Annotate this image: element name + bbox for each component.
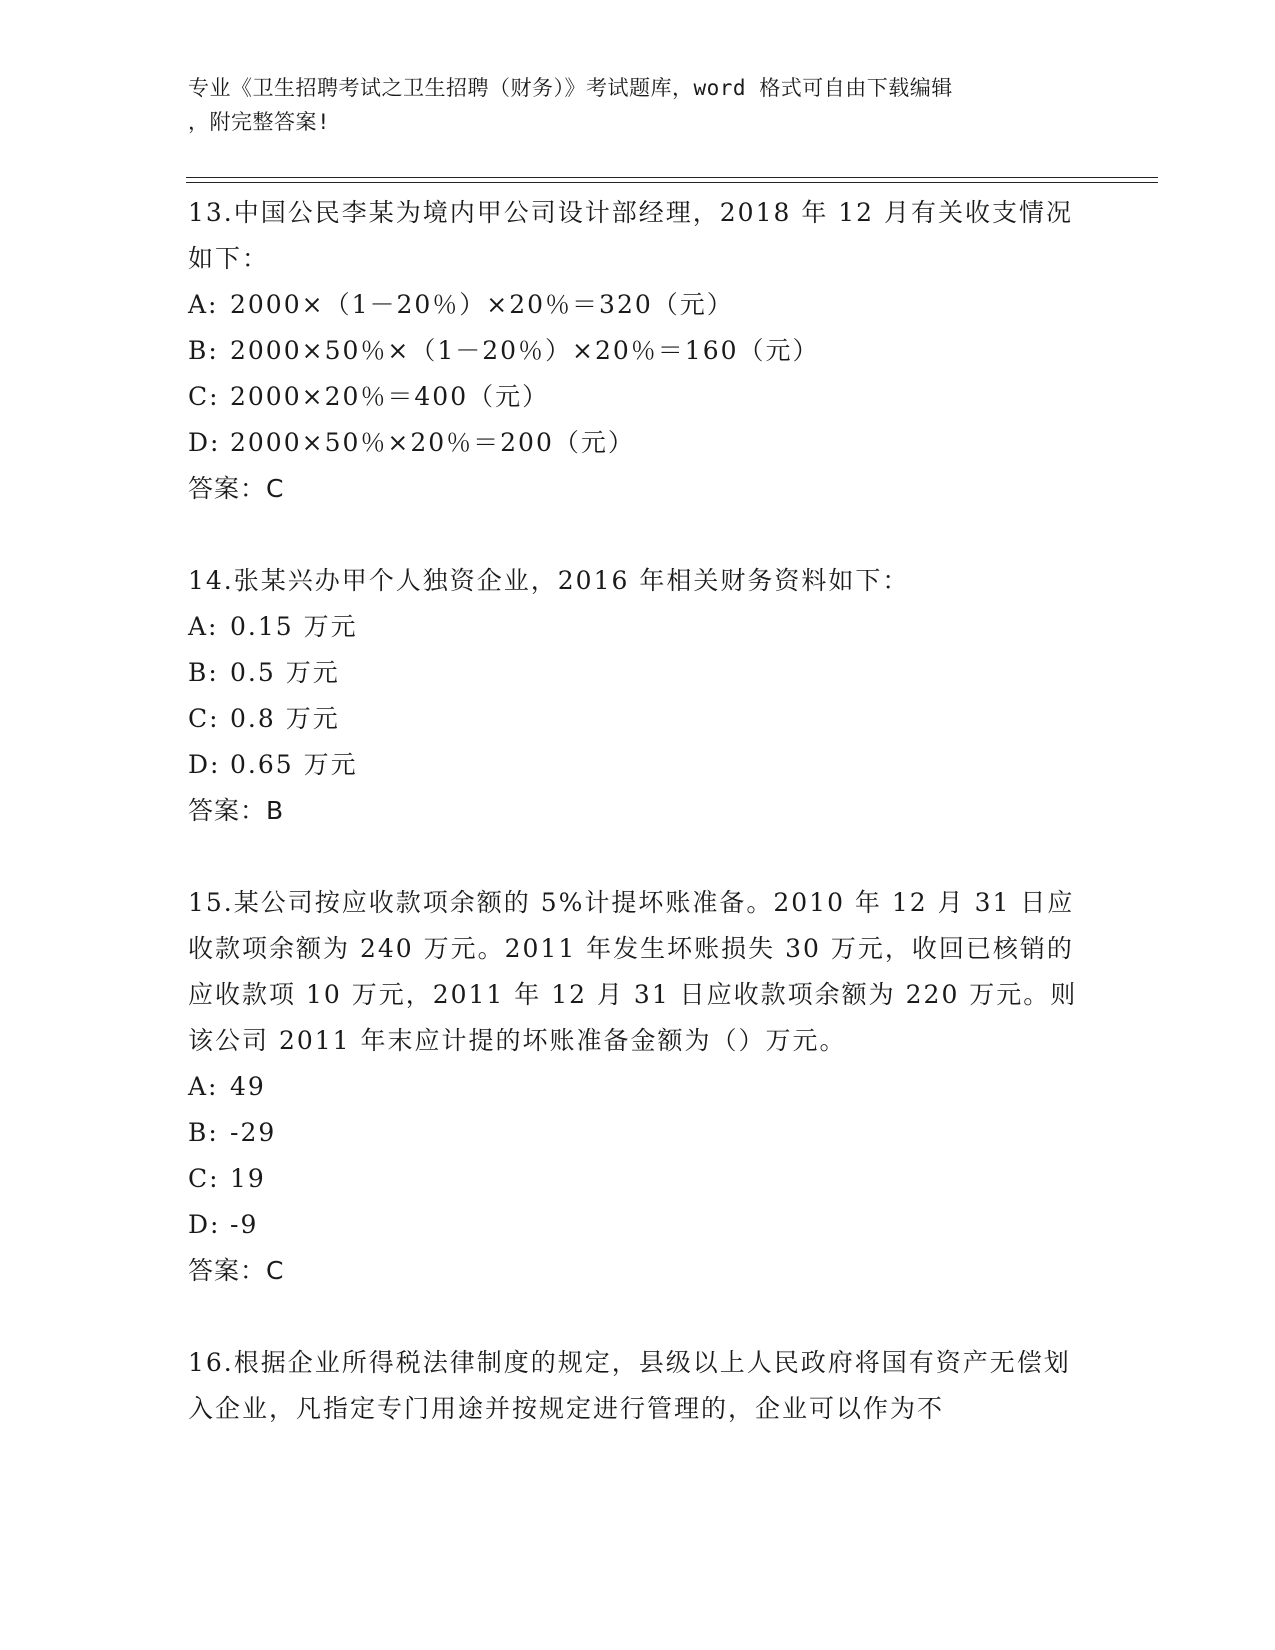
option-d (188, 742, 1088, 788)
option-key: A: (188, 290, 219, 319)
question-list (188, 190, 1088, 1478)
question-15 (188, 880, 1088, 1294)
option-d (188, 420, 1088, 466)
option-key: B: (188, 658, 219, 687)
option-b (188, 1110, 1088, 1156)
question-stem: 15.某公司按应收款项余额的 5%计提坏账准备。2010 年 12 月 31 日应收款项余额为 240 万元。2011 年发生坏账损失 30 万元，收回已核销的应收款项 10 万元，2011 年 12 月 31 日应收款项余额为 220 万元。则该公司 2011 年末应计提的坏账准备金额为（）万元。 (188, 888, 1078, 1055)
option-key: D: (188, 1210, 221, 1239)
header-line-1: 专业《卫生招聘考试之卫生招聘（财务）》考试题库，word 格式可自由下载编辑 (188, 76, 953, 100)
option-text: 0.65 万元 (230, 750, 358, 779)
option-c (188, 374, 1088, 420)
option-a (188, 604, 1088, 650)
option-text: 2000×（1－20％）×20％＝320（元） (230, 290, 734, 319)
answer-text: 答案：C (188, 1256, 285, 1285)
option-b (188, 328, 1088, 374)
option-text: 0.15 万元 (230, 612, 358, 641)
option-d (188, 1202, 1088, 1248)
option-key: C: (188, 382, 220, 411)
option-key: D: (188, 750, 221, 779)
option-text: -29 (230, 1118, 277, 1147)
question-stem: 14.张某兴办甲个人独资企业，2016 年相关财务资料如下： (188, 566, 910, 595)
option-text: 19 (230, 1164, 266, 1193)
option-text: 49 (230, 1072, 266, 1101)
option-key: A: (188, 612, 219, 641)
option-text: 2000×50％×20％＝200（元） (230, 428, 635, 457)
option-text: 0.5 万元 (230, 658, 340, 687)
header-divider-bottom (186, 182, 1158, 183)
answer-text: 答案：B (188, 796, 285, 825)
option-text: 2000×50％×（1－20％）×20％＝160（元） (230, 336, 820, 365)
option-key: B: (188, 336, 219, 365)
answer-text: 答案：C (188, 474, 285, 503)
option-a (188, 282, 1088, 328)
question-13 (188, 190, 1088, 512)
option-text: 0.8 万元 (230, 704, 340, 733)
option-text: -9 (230, 1210, 259, 1239)
question-14 (188, 558, 1088, 834)
option-key: D: (188, 428, 221, 457)
question-stem: 13.中国公民李某为境内甲公司设计部经理，2018 年 12 月有关收支情况如下： (188, 198, 1074, 273)
option-text: 2000×20％＝400（元） (230, 382, 550, 411)
option-key: C: (188, 704, 220, 733)
header-line-2: ，附完整答案! (188, 110, 331, 134)
header-divider-top (186, 177, 1158, 178)
option-key: A: (188, 1072, 219, 1101)
option-a (188, 1064, 1088, 1110)
option-b (188, 650, 1088, 696)
question-16 (188, 1340, 1088, 1432)
option-key: B: (188, 1118, 219, 1147)
option-c (188, 696, 1088, 742)
question-stem: 16.根据企业所得税法律制度的规定，县级以上人民政府将国有资产无偿划入企业，凡指定专门用途并按规定进行管理的，企业可以作为不 (188, 1348, 1071, 1423)
document-header (188, 71, 1088, 139)
option-key: C: (188, 1164, 220, 1193)
option-c (188, 1156, 1088, 1202)
